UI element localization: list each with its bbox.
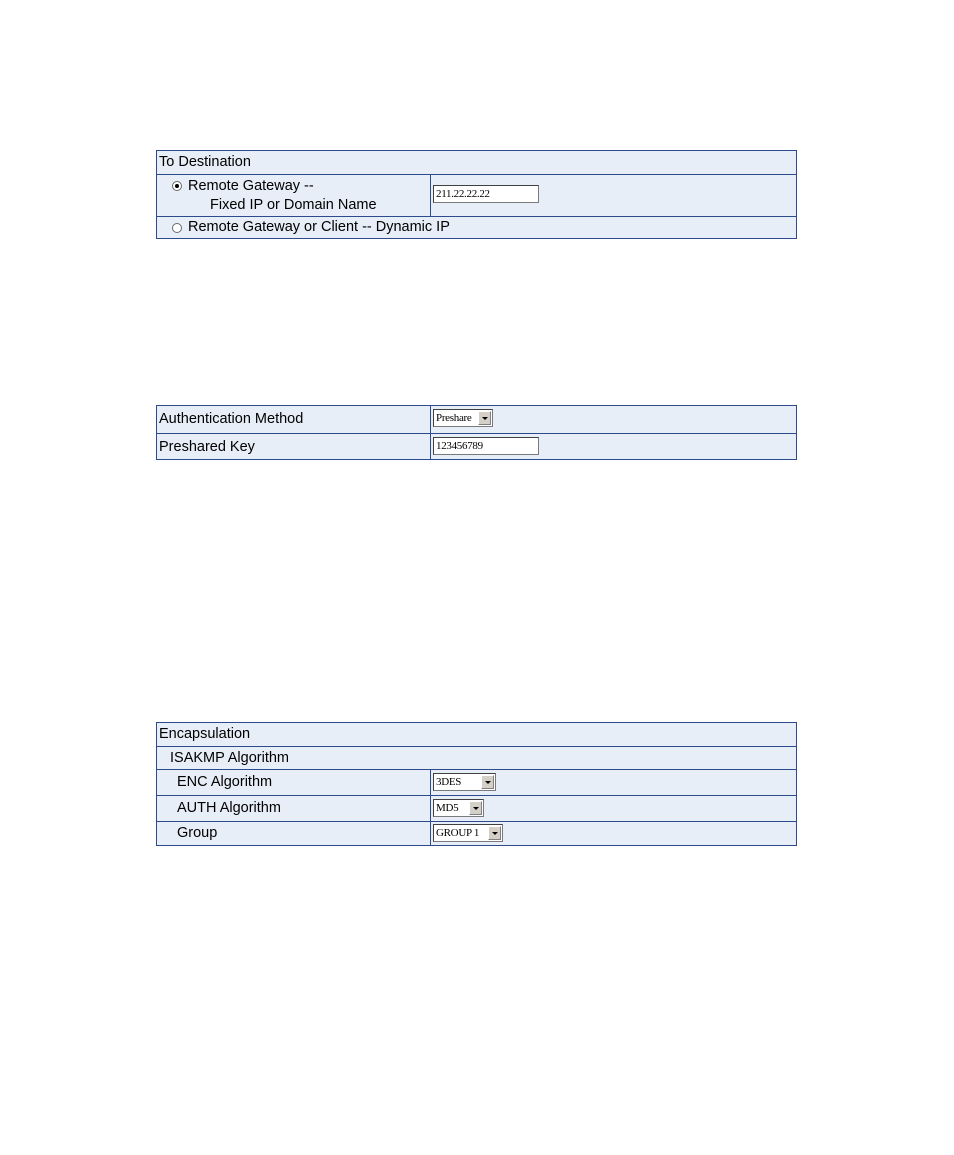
authentication-method-row [157,406,796,433]
group-select[interactable] [433,824,503,842]
authentication-method-label-cell [157,406,431,433]
remote-gateway-dynamic-label: Remote Gateway or Client -- Dynamic IP [188,219,450,235]
preshared-key-label-cell [157,434,431,459]
enc-algorithm-label: ENC Algorithm [177,774,273,790]
authentication-method-value: Preshare [436,412,472,424]
isakmp-title: ISAKMP Algorithm [170,750,290,766]
preshared-key-row [157,433,796,459]
chevron-down-icon[interactable] [488,826,501,840]
auth-algorithm-value: MD5 [436,802,459,814]
enc-algorithm-row [157,769,796,795]
auth-algorithm-row [157,795,796,821]
auth-algorithm-label-cell [157,796,431,821]
group-value: GROUP 1 [436,827,480,839]
enc-algorithm-value: 3DES [436,776,462,788]
destination-header-row [157,151,796,174]
destination-title: To Destination [159,154,251,170]
remote-gateway-dynamic-row [157,216,796,238]
encapsulation-title: Encapsulation [159,726,251,742]
remote-gateway-fixed-label-line2: Fixed IP or Domain Name [210,197,377,213]
destination-panel [156,150,797,239]
chevron-down-icon[interactable] [478,411,491,425]
group-value-cell [431,822,796,845]
group-label-cell [157,822,431,845]
remote-gateway-ip-input[interactable]: 211.22.22.22 [433,185,539,203]
encapsulation-panel [156,722,797,846]
authentication-method-label: Authentication Method [159,411,304,427]
authentication-method-select[interactable] [433,409,493,427]
enc-algorithm-label-cell [157,770,431,795]
auth-algorithm-label: AUTH Algorithm [177,800,281,816]
authentication-method-value-cell [431,406,796,433]
chevron-down-icon[interactable] [481,775,494,789]
remote-gateway-fixed-radio[interactable] [172,181,182,191]
enc-algorithm-value-cell [431,770,796,795]
isakmp-header-row [157,746,796,769]
remote-gateway-dynamic-radio[interactable] [172,223,182,233]
authentication-panel [156,405,797,460]
group-label: Group [177,825,218,841]
remote-gateway-ip-cell [431,175,796,216]
chevron-down-icon[interactable] [469,801,482,815]
remote-gateway-fixed-row [157,174,796,216]
preshared-key-input[interactable]: 123456789 [433,437,539,455]
encapsulation-header-row [157,723,796,746]
remote-gateway-fixed-label-cell [157,175,431,216]
auth-algorithm-value-cell [431,796,796,821]
group-row [157,821,796,845]
remote-gateway-fixed-label-line1: Remote Gateway -- [188,178,314,194]
auth-algorithm-select[interactable] [433,799,484,817]
preshared-key-label: Preshared Key [159,439,255,455]
enc-algorithm-select[interactable] [433,773,496,791]
preshared-key-value-cell [431,434,796,459]
